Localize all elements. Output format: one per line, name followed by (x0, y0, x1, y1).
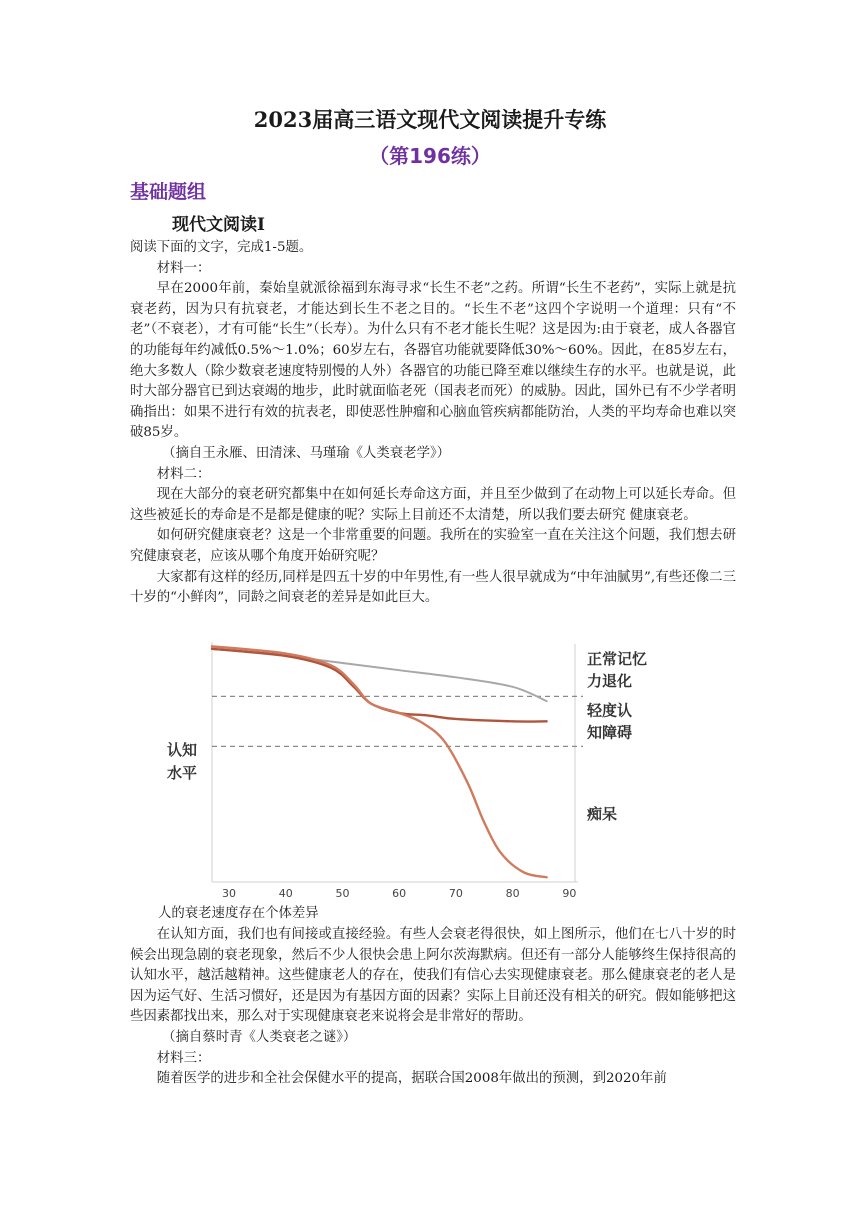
x-tick-label: 50 (335, 887, 350, 900)
x-tick-label: 30 (222, 887, 237, 900)
y-axis-label: 水平 (167, 764, 198, 782)
x-tick-label: 40 (278, 887, 293, 900)
figure-caption: 人的衰老速度存在个体差异 (158, 906, 319, 921)
series-line-1 (212, 649, 547, 701)
material-2-label: 材料二： (156, 466, 211, 482)
x-tick-label: 70 (448, 887, 463, 900)
instruction: 阅读下面的文字，完成1-5题。 (130, 240, 313, 255)
zone-label: 力退化 (587, 672, 633, 691)
material-2-paragraph: 如何研究健康衰老？这是一个非常重要的问题。我所在的实验室一直在关注这个问题，我们想去研究健康衰老，应该从哪个角度开始研究呢？ (130, 528, 736, 564)
series-line-3 (212, 646, 547, 877)
x-tick-label: 80 (505, 887, 520, 900)
zone-label: 痴呆 (587, 805, 618, 824)
material-1-source: （摘自王永雁、田清涞、马瑾瑜《人类衰老学》） (162, 445, 451, 461)
material-2-paragraph: 在认知方面，我们也有间接或直接经验。有些人会衰老得很快，如上图所示，他们在七八十岁的时候会出现急剧的衰老现象，然后不少人很快会患上阿尔茨海默病。但还有一部分人能够终生保持很高的认知水平，越活越精神。这些健康老人的存在，使我们有信心去实现健康衰老。那么健康衰老的老人是因为运气好、生活习惯好，还是因为有基因方面的因素？实际上目前还没有相关的研究。假如能够把这些因素都找出来，那么对于实现健康衰老来说将会是非常好的帮助。 (130, 927, 736, 1025)
cognition-aging-chart (165, 632, 648, 902)
x-tick-label: 90 (562, 887, 577, 900)
material-2-paragraph: 大家都有这样的经历,同样是四五十岁的中年男性,有一些人很早就成为“中年油腻男”,有些还像二三十岁的“小鲜肉”，同龄之间衰老的差异是如此巨大。 (130, 569, 736, 606)
zone-label: 正常记忆 (587, 650, 648, 669)
y-axis-label: 认知 (167, 741, 198, 759)
material-3-paragraph: 随着医学的进步和全社会保健水平的提高，据联合国2008年做出的预测，到2020年前 (156, 1071, 667, 1087)
document-subtitle: （第196练） (369, 144, 491, 168)
zone-label: 知障碍 (587, 723, 633, 742)
zone-label: 轻度认 (587, 701, 633, 720)
material-2-source: （摘自蔡时青《人类衰老之谜》） (162, 1029, 357, 1045)
x-tick-label: 60 (392, 887, 407, 900)
series-line-2 (212, 649, 547, 722)
material-3-label: 材料三： (156, 1050, 211, 1066)
material-2-paragraph: 现在大部分的衰老研究都集中在如何延长寿命这方面，并且至少做到了在动物上可以延长寿命。但这些被延长的寿命是不是都是健康的呢？实际上目前还不太清楚，所以我们要去研究 健康衰老。 (130, 487, 736, 523)
subsection-heading: 现代文阅读Ⅰ (172, 215, 265, 235)
document-title: 2023届高三语文现代文阅读提升专练 (253, 107, 607, 132)
material-1-body: 早在2000年前，秦始皇就派徐福到东海寻求“长生不老”之药。所谓“长生不老药”，实际上就是抗衰老药，因为只有抗衰老，才能达到长生不老之目的。“长生不老”这四个字说明一个道理：只有“不老”（不衰老），才有可能“长生”（长寿）。为什么只有不老才能长生呢？这是因为:由于衰老，成人各器官的功能每年约减低0.5%～1.0%；60岁左右，各器官功能就要降低30%～60%。因此，在85岁左右，绝大多数人（除少数衰老速度特别慢的人外）各器官的功能已降至难以继续生存的水平。也就是说，此时大部分器官已到达衰竭的地步，此时就面临老死（国表老而死）的威胁。因此，国外已有不少学者明确指出：如果不进行有效的抗表老，即使恶性肿瘤和心脑血管疾病都能防治，人类的平均寿命也难以突破85岁。 (130, 281, 736, 441)
reading-material-2-cont (130, 925, 736, 1090)
section-heading: 基础题组 (130, 181, 207, 203)
reading-material-1 (130, 238, 736, 609)
material-1-label: 材料一： (156, 260, 211, 276)
